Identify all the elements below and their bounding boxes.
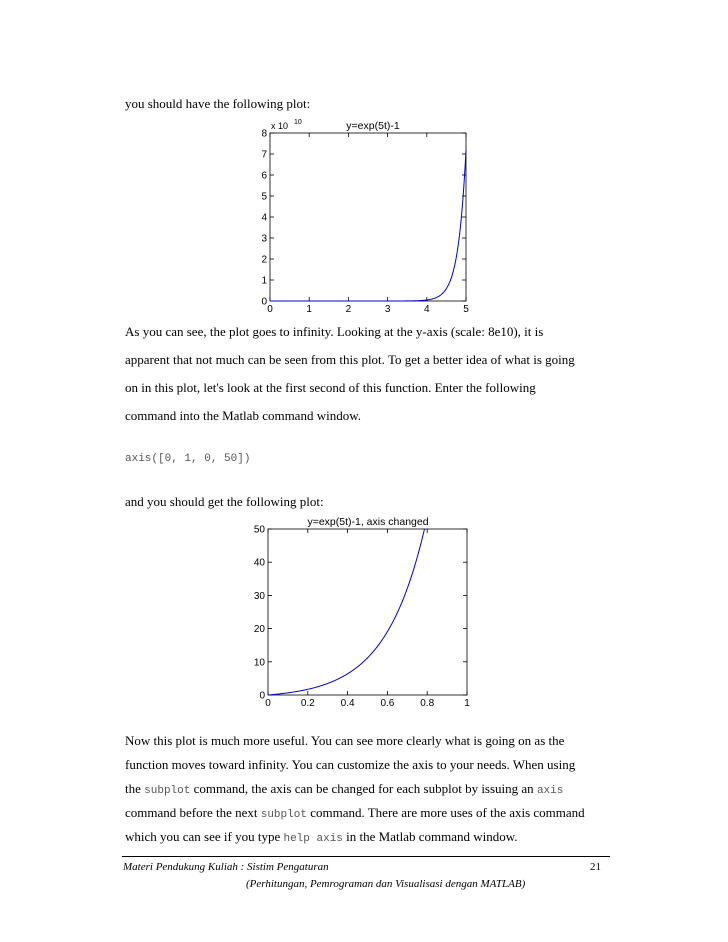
- y-tick-label: 40: [253, 557, 265, 569]
- y-tick-label: 4: [261, 212, 267, 224]
- y-tick-label: 5: [261, 191, 267, 203]
- y-tick-label: 0: [259, 690, 265, 702]
- y-tick-label: 6: [261, 170, 267, 182]
- paragraph2-line-5: [125, 829, 518, 847]
- x-tick-label: 3: [384, 304, 391, 315]
- paragraph2-line-4: [125, 805, 585, 823]
- scale-label: x 10: [271, 121, 289, 131]
- inline-code: subplot: [260, 809, 307, 821]
- y-tick-label: 30: [253, 590, 265, 602]
- x-tick-label: 0.8: [420, 698, 435, 709]
- y-tick-label: 0: [261, 296, 267, 308]
- y-tick-label: 2: [261, 254, 267, 266]
- y-tick-label: 3: [261, 233, 267, 245]
- plot-frame: [270, 133, 466, 301]
- plot-1: [255, 116, 495, 316]
- text-segment: which you can see if you type: [125, 829, 284, 844]
- paragraph2-line-2: function moves toward infinity. You can customize the axis to your needs. When using: [125, 757, 576, 772]
- page-number: 21: [590, 861, 601, 873]
- y-tick-label: 1: [261, 275, 267, 287]
- paragraph2-line-3: [125, 781, 563, 799]
- y-tick-label: 10: [253, 657, 265, 669]
- scale-exponent: 10: [294, 119, 302, 126]
- y-tick-label: 50: [253, 524, 265, 536]
- paragraph-line-3: on in this plot, let's look at the first second of this function. Enter the following: [125, 380, 536, 395]
- x-tick-label: 1: [306, 304, 312, 315]
- intro2-text: and you should get the following plot:: [125, 494, 324, 509]
- paragraph-line-4: command into the Matlab command window.: [125, 408, 361, 423]
- inline-code: subplot: [144, 785, 191, 797]
- text-segment: command, the axis can be changed for each subplot by issuing an: [190, 781, 537, 796]
- code-snippet: axis([0, 1, 0, 50]): [125, 453, 251, 465]
- chart-title: y=exp(5t)-1: [346, 120, 400, 132]
- x-tick-label: 1: [464, 698, 470, 709]
- x-tick-label: 0: [267, 304, 273, 315]
- inline-code: axis: [536, 785, 564, 797]
- x-tick-label: 2: [345, 304, 352, 315]
- x-tick-label: 5: [463, 304, 469, 315]
- y-tick-label: 7: [261, 149, 267, 161]
- footer-divider: [122, 856, 610, 857]
- x-tick-label: 0: [265, 698, 271, 709]
- plot-2: [255, 512, 495, 712]
- paragraph-line-2: apparent that not much can be seen from this plot. To get a better idea of what is going: [125, 352, 575, 367]
- inline-code: help axis: [283, 833, 343, 845]
- footer-subtitle: (Perhitungan, Pemrograman dan Visualisasi dengan MATLAB): [246, 878, 526, 890]
- y-tick-label: 20: [253, 624, 265, 636]
- y-tick-label: 8: [261, 128, 267, 140]
- chart-title: y=exp(5t)-1, axis changed: [307, 516, 429, 528]
- paragraph2-line-1: Now this plot is much more useful. You can see more clearly what is going on as the: [125, 733, 565, 748]
- x-tick-label: 0.2: [300, 698, 315, 709]
- text-segment: in the Matlab command window.: [342, 829, 518, 844]
- text-segment: command before the next: [125, 805, 261, 820]
- x-tick-label: 4: [424, 304, 430, 315]
- x-tick-label: 0.4: [340, 698, 355, 709]
- text-segment: the: [125, 781, 145, 796]
- intro-text: you should have the following plot:: [125, 96, 311, 111]
- plot-frame: [268, 529, 467, 695]
- x-tick-label: 0.6: [380, 698, 395, 709]
- footer-course: Materi Pendukung Kuliah : Sistim Pengaturan: [123, 861, 329, 873]
- paragraph-line-1: As you can see, the plot goes to infinity. Looking at the y-axis (scale: 8e10), it is: [125, 324, 544, 339]
- text-segment: command. There are more uses of the axis command: [306, 805, 585, 820]
